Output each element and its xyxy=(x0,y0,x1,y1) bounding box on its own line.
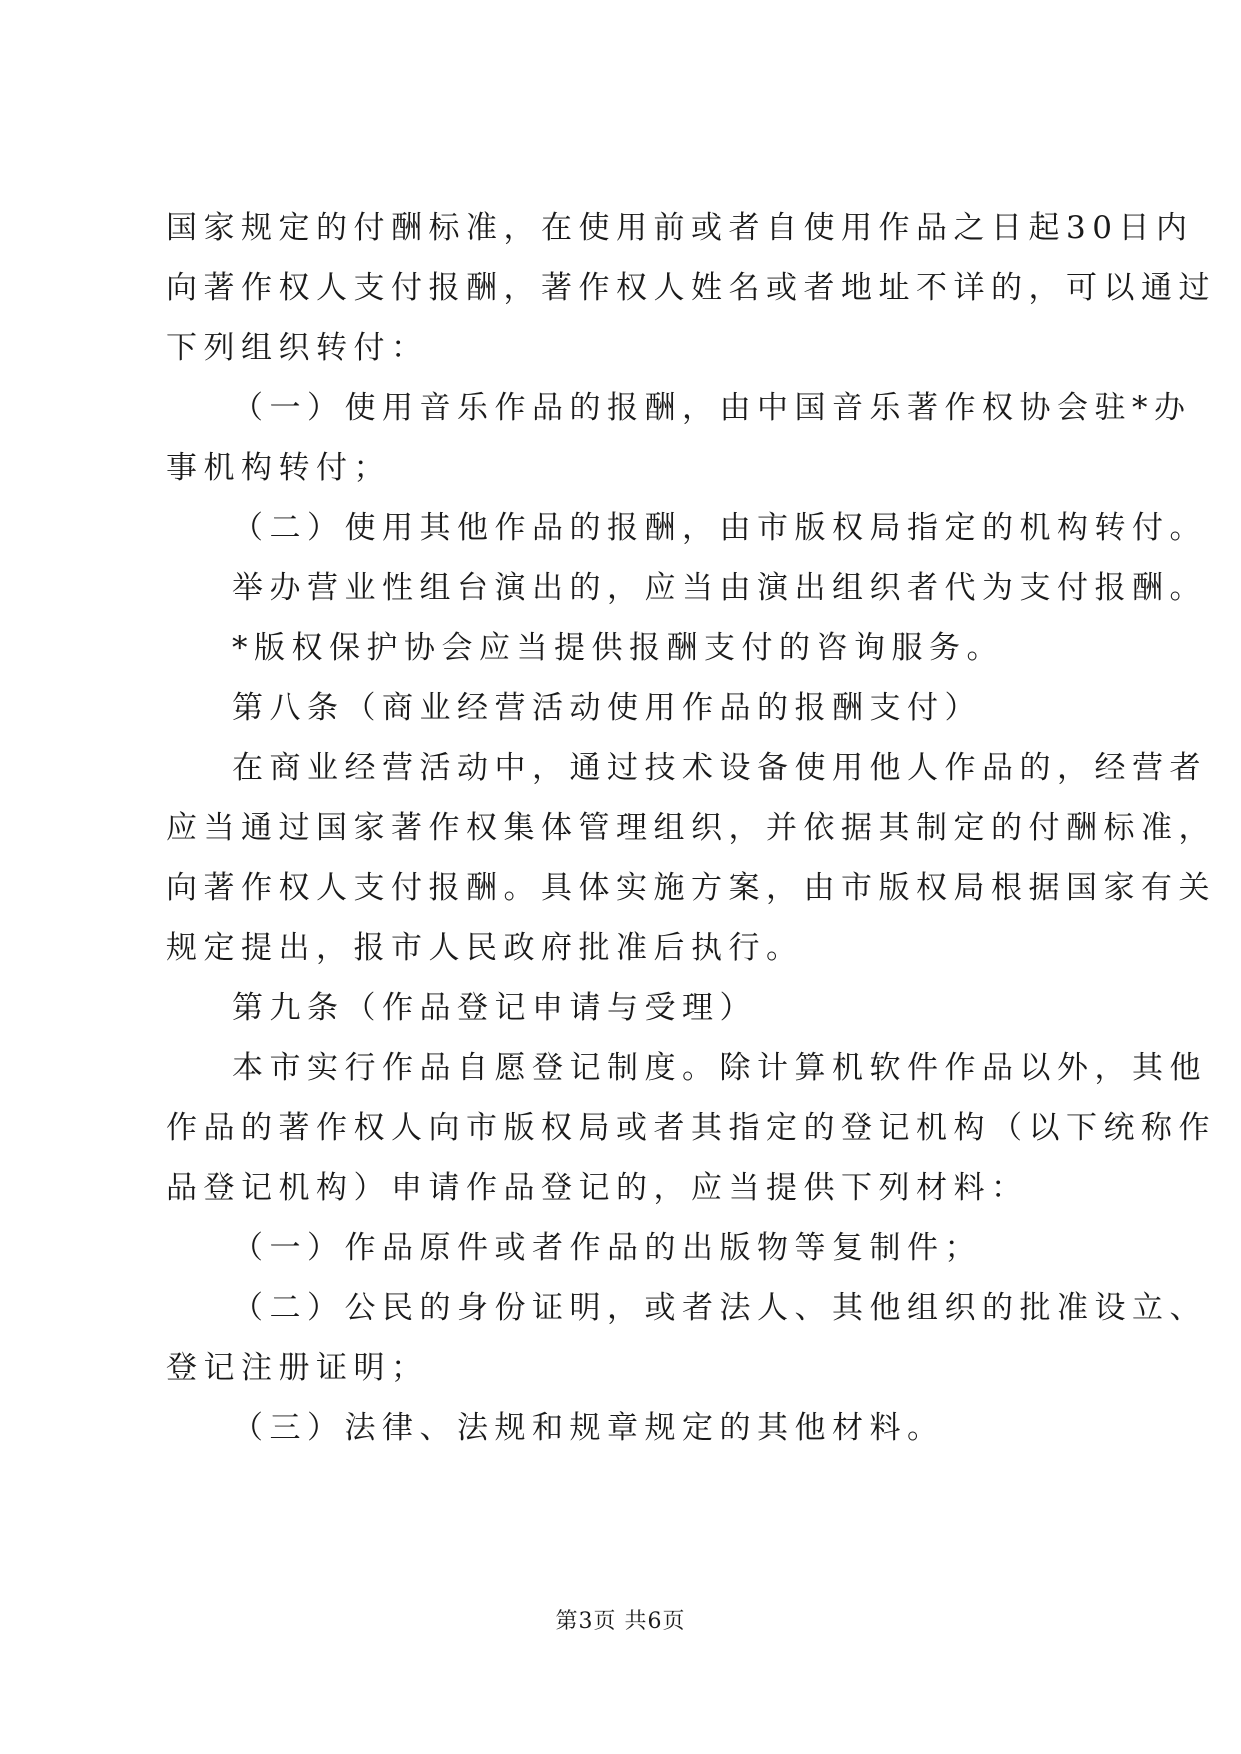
page-footer: 第3页 共6页 xyxy=(555,1609,686,1634)
paragraph-line: （一）使用音乐作品的报酬，由中国音乐著作权协会驻*办 xyxy=(232,390,1192,426)
paragraph-line: 登记注册证明； xyxy=(166,1350,429,1386)
paragraph-line: 规定提出，报市人民政府批准后执行。 xyxy=(166,930,804,966)
section-heading: 第八条（商业经营活动使用作品的报酬支付） xyxy=(232,690,982,726)
paragraph-line: 本市实行作品自愿登记制度。除计算机软件作品以外，其他 xyxy=(232,1050,1207,1086)
paragraph-line: 事机构转付； xyxy=(166,450,391,486)
paragraph-line: 下列组织转付： xyxy=(166,330,429,366)
paragraph-line: *版权保护协会应当提供报酬支付的咨询服务。 xyxy=(232,630,1004,666)
paragraph-line: 品登记机构）申请作品登记的，应当提供下列材料： xyxy=(166,1170,1029,1206)
paragraph-line: 向著作权人支付报酬。具体实施方案，由市版权局根据国家有关 xyxy=(166,870,1216,906)
paragraph-line: 向著作权人支付报酬，著作权人姓名或者地址不详的，可以通过 xyxy=(166,270,1216,306)
section-heading: 第九条（作品登记申请与受理） xyxy=(232,990,757,1026)
paragraph-line: （三）法律、法规和规章规定的其他材料。 xyxy=(232,1410,945,1446)
paragraph-line: （一）作品原件或者作品的出版物等复制件； xyxy=(232,1230,982,1266)
paragraph-line: 应当通过国家著作权集体管理组织，并依据其制定的付酬标准， xyxy=(166,810,1216,846)
paragraph-line: 作品的著作权人向市版权局或者其指定的登记机构（以下统称作 xyxy=(166,1110,1216,1146)
paragraph-line: （二）公民的身份证明，或者法人、其他组织的批准设立、 xyxy=(232,1290,1207,1326)
paragraph-line: 在商业经营活动中，通过技术设备使用他人作品的，经营者 xyxy=(232,750,1207,786)
paragraph-line: 举办营业性组台演出的，应当由演出组织者代为支付报酬。 xyxy=(232,570,1207,606)
paragraph-line: 国家规定的付酬标准，在使用前或者自使用作品之日起30日内 xyxy=(166,210,1194,246)
paragraph-line: （二）使用其他作品的报酬，由市版权局指定的机构转付。 xyxy=(232,510,1207,546)
